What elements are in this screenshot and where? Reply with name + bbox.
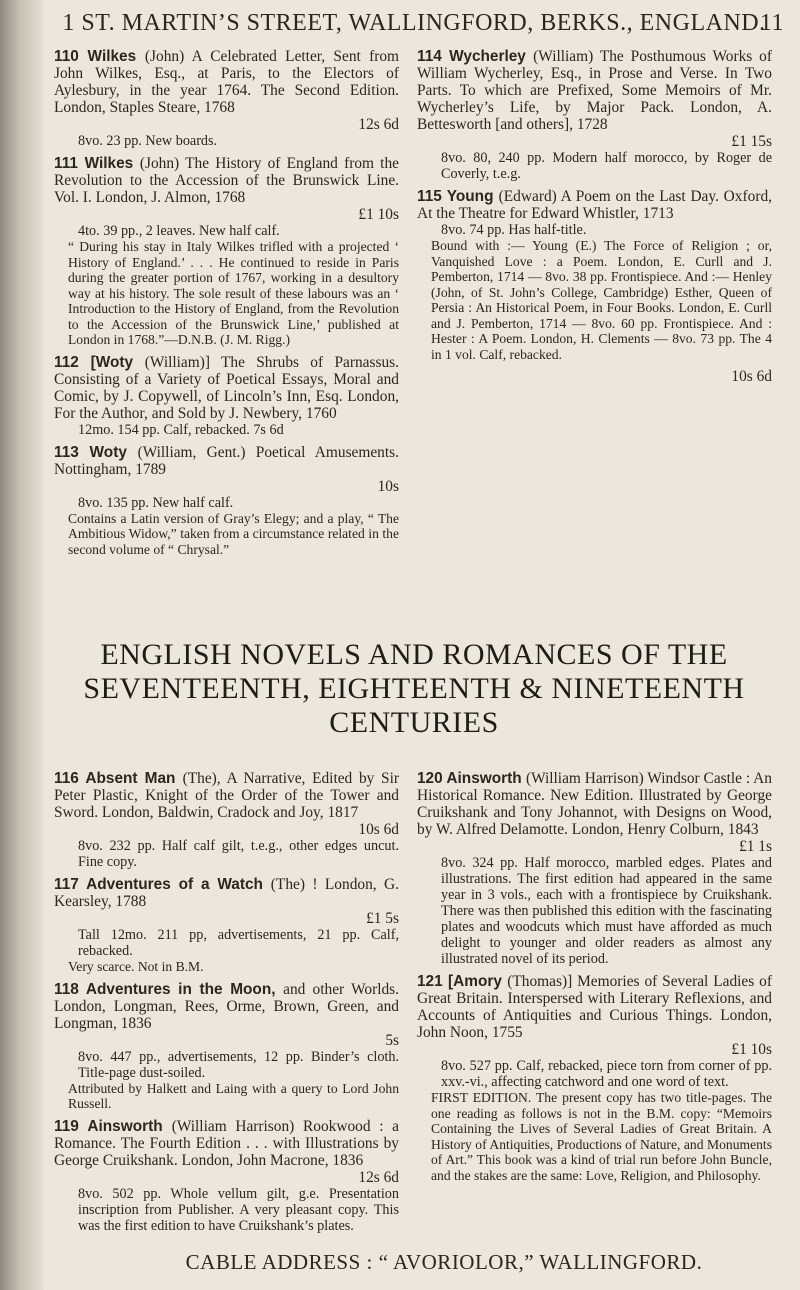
entry-note: Attributed by Halkett and Laing with a query to Lord John Russell. [68,1080,399,1111]
entry-price: 10s [377,477,399,495]
entry-collation: 8vo. 527 pp. Calf, rebacked, piece torn from corner of pp. xxv.-vi., affecting catchword and one word of text. [441,1058,772,1090]
entry-author: Absent Man [78,770,183,787]
entry-collation: 8vo. 447 pp., advertisements, 12 pp. Binder’s cloth. Title-page dust-soiled. [78,1048,399,1081]
bottom-left-column [54,770,399,1240]
entry-heading [54,876,399,910]
entry-price: £1 10s [731,1041,772,1058]
entry-price: 5s [385,1031,399,1049]
entry-note: Bound with :— Young (E.) The Force of Religion ; or, Vanquished Love : a Poem. London, E. Curll and J. Pemberton, 1714 — 8vo. 38 pp. Frontispiece. And :— Henley (John, of St. John’s College, Cambridge) Esther, Queen of Persia : An Historical Poem, in Four Books. London, E. Curll and J. Pemberton, 1714 — 8vo. 60 pp. Frontispiece. And : Hester : A Poem. London, H. Clements — 8vo. 73 pp. The 4 in 1 vol. Calf, rebacked. [431,238,772,362]
entry-title: (Edward) A Poem on the Last Day. Oxford, At the Theatre for Edward Whistler, 1713 [417,188,772,222]
entry-number: 115 [417,188,442,205]
entry-heading [417,48,772,133]
entry-price: £1 15s [731,133,772,150]
entry-author: Ainsworth [78,1117,172,1135]
entry-note: “ During his stay in Italy Wilkes trifled with a projected ‘ History of England.’ . . . He continued to reside in Paris during the greater portion of 1767, working in a desultory way at his history. The sole result of these labours was an ‘ Introduction to the History of England, from the Revolution to the Accession of the Brunswick Line,’ published at London in 1768.”—D.N.B. (J. M. Rigg.) [68,239,399,347]
page-edge-shadow [0,0,44,1290]
entry-price: 10s 6d [731,368,772,385]
entry-title: (William Harrison) Rookwood : a Romance. The Fourth Edition . . . with Illustrations by George Cruikshank. London, John Macrone, 1836 [54,1117,399,1169]
catalogue-entry [54,770,399,870]
entry-heading [54,981,399,1032]
bottom-right-column [417,770,772,1189]
entry-heading [54,48,399,116]
entry-author: Wilkes [77,155,140,172]
entry-author: Ainsworth [442,770,526,787]
entry-heading [54,444,399,478]
catalogue-entry [417,48,772,182]
entry-author: Adventures of a Watch [78,876,271,893]
entry-collation: 8vo. 502 pp. Whole vellum gilt, g.e. Presentation inscription from Publisher. A very pleasant copy. This was the first edition to have Cruikshank’s plates. [78,1185,399,1234]
entry-price: £1 1s [739,838,772,855]
entry-title: (John) A Celebrated Letter, Sent from John Wilkes, Esq., at Paris, to the Electors of Aylesbury, in the year 1764. The Second Edition. London, Staples Steare, 1768 [54,48,399,116]
entry-author: [Woty [78,353,145,371]
catalogue-entry [54,444,399,558]
catalogue-entry [417,188,772,362]
entry-price: 10s 6d [358,821,399,838]
top-left-column [54,48,399,563]
entry-collation: 8vo. 80, 240 pp. Modern half morocco, by Roger de Coverly, t.e.g. [441,150,772,182]
entry-author: Wycherley [441,48,534,65]
entry-price: 12s 6d [358,116,399,133]
entry-author: Young [441,188,499,205]
header-address: 1 ST. MARTIN’S STREET, WALLINGFORD, BERKS., ENGLAND. [62,10,766,36]
entry-note: Very scarce. Not in B.M. [68,959,204,974]
entry-collation: 8vo. 232 pp. Half calf gilt, t.e.g., other edges uncut. Fine copy. [78,838,399,870]
entry-number: 114 [417,48,442,65]
entry-title: (William)] The Shrubs of Parnassus. Consisting of a Variety of Poetical Essays, Moral and Comic, by J. Copywell, of Lincoln’s Inn, Esq. London, For the Author, and Sold by J. Newbery, 1760 [54,353,399,422]
catalogue-entry [54,1118,399,1234]
cable-address-footer: CABLE ADDRESS : “ AVORIOLOR,” WALLINGFORD. [185,1250,703,1274]
entry-price: £1 10s [358,206,399,223]
entry-number: 119 [54,1117,79,1135]
entry-number: 113 [54,443,79,461]
entry-heading [54,155,399,206]
entry-number: 118 [54,980,79,998]
page-number: 11 [759,10,784,36]
entry-price: 12s 6d [358,1168,399,1186]
entry-heading [417,973,772,1041]
catalogue-entry [417,770,772,967]
entry-heading [54,770,399,821]
entry-author: Woty [78,443,138,461]
catalogue-entry [54,354,399,438]
entry-number: 117 [54,876,79,893]
entry-title: (The), A Narrative, Edited by Sir Peter Plastic, Knight of the Order of the Tower and Sword. London, Baldwin, Cradock and Joy, 1817 [54,770,399,821]
entry-title: and other Worlds. London, Longman, Rees, Orme, Brown, Green, and Longman, 1836 [54,980,400,1032]
entry-author: Adventures in the Moon, [78,980,284,998]
page-header [44,10,784,37]
entry-note: Contains a Latin version of Gray’s Elegy; and a play, “ The Ambitious Widow,” taken from a circumstance related in the second volume of “ Chrysal.” [68,510,399,557]
entry-title: (John) The History of England from the Revolution to the Accession of the Brunswick Line. Vol. I. London, J. Almon, 1768 [54,155,399,206]
entry-collation: 8vo. 135 pp. New half calf. [78,494,234,511]
entry-title: (Thomas)] Memories of Several Ladies of Great Britain. Interspersed with Literary Reflexions, and Accounts of Antiquities and Curious Things. London, John Noon, 1755 [417,973,772,1041]
entry-title: (The) ! London, G. Kearsley, 1788 [54,876,399,910]
catalogue-entry [417,973,772,1183]
entry-collation: 8vo. 74 pp. Has half-title. [441,222,587,238]
top-right-column [417,48,772,385]
entry-number: 120 [417,770,443,787]
catalogue-entry [54,981,399,1112]
entry-number: 121 [417,973,443,990]
entry-number: 112 [54,353,79,371]
entry-number: 110 [54,48,79,65]
entry-collation: 8vo. 23 pp. New boards. [78,133,218,149]
entry-collation: 4to. 39 pp., 2 leaves. New half calf. [78,223,280,239]
entry-number: 111 [54,155,78,172]
entry-collation: 8vo. 324 pp. Half morocco, marbled edges. Plates and illustrations. The first edition had appeared in the same year in 3 vols., each with a frontispiece by Cruikshank. There was then published this edition with the fascinating plates and woodcuts which must have afforded as much delight to younger and older readers as almost any illustrated novel of its period. [441,855,772,967]
section-heading: ENGLISH NOVELS AND ROMANCES OF THE SEVENTEENTH, EIGHTEENTH & NINETEENTH CENTURIES [83,638,745,739]
entry-author: Wilkes [78,48,145,65]
catalogue-page [44,0,800,1290]
entry-heading [417,770,772,838]
entry-heading [54,354,399,422]
entry-note: FIRST EDITION. The present copy has two title-pages. The one reading as follows is not in the B.M. copy: “Memoirs Containing the Lives of Several Ladies of Great Britain. A History of Antiquities, Productions of Nature, and Monuments of Art.” This book was a kind of trial run before John Buncle, and the stakes are the same: Love, Religion, and Philosophy. [431,1090,772,1183]
entry-author: [Amory [442,973,508,990]
entry-number: 116 [54,770,79,787]
catalogue-entry [54,876,399,975]
entry-heading [417,188,772,222]
catalogue-entry [54,48,399,149]
entry-collation: Tall 12mo. 211 pp, advertisements, 21 pp. Calf, rebacked. [78,927,399,959]
entry-title: (William Harrison) Windsor Castle : An Historical Romance. New Edition. Illustrated by George Cruikshank and Tony Johannot, with Designs on Wood, by W. Alfred Delamotte. London, Henry Colburn, 1843 [417,770,772,838]
catalogue-entry [54,155,399,348]
entry-title: (William, Gent.) Poetical Amusements. Nottingham, 1789 [54,443,399,478]
entry-price: £1 5s [366,910,399,927]
entry-heading [54,1118,399,1169]
entry-collation: 12mo. 154 pp. Calf, rebacked. 7s 6d [78,421,284,438]
entry-title: (William) The Posthumous Works of William Wycherley, Esq., in Prose and Verse. In Two Parts. To which are Prefixed, Some Memoirs of Mr. Wycherley’s Life, by Major Pack. London, A. Bettesworth [and others], 1728 [417,48,772,133]
